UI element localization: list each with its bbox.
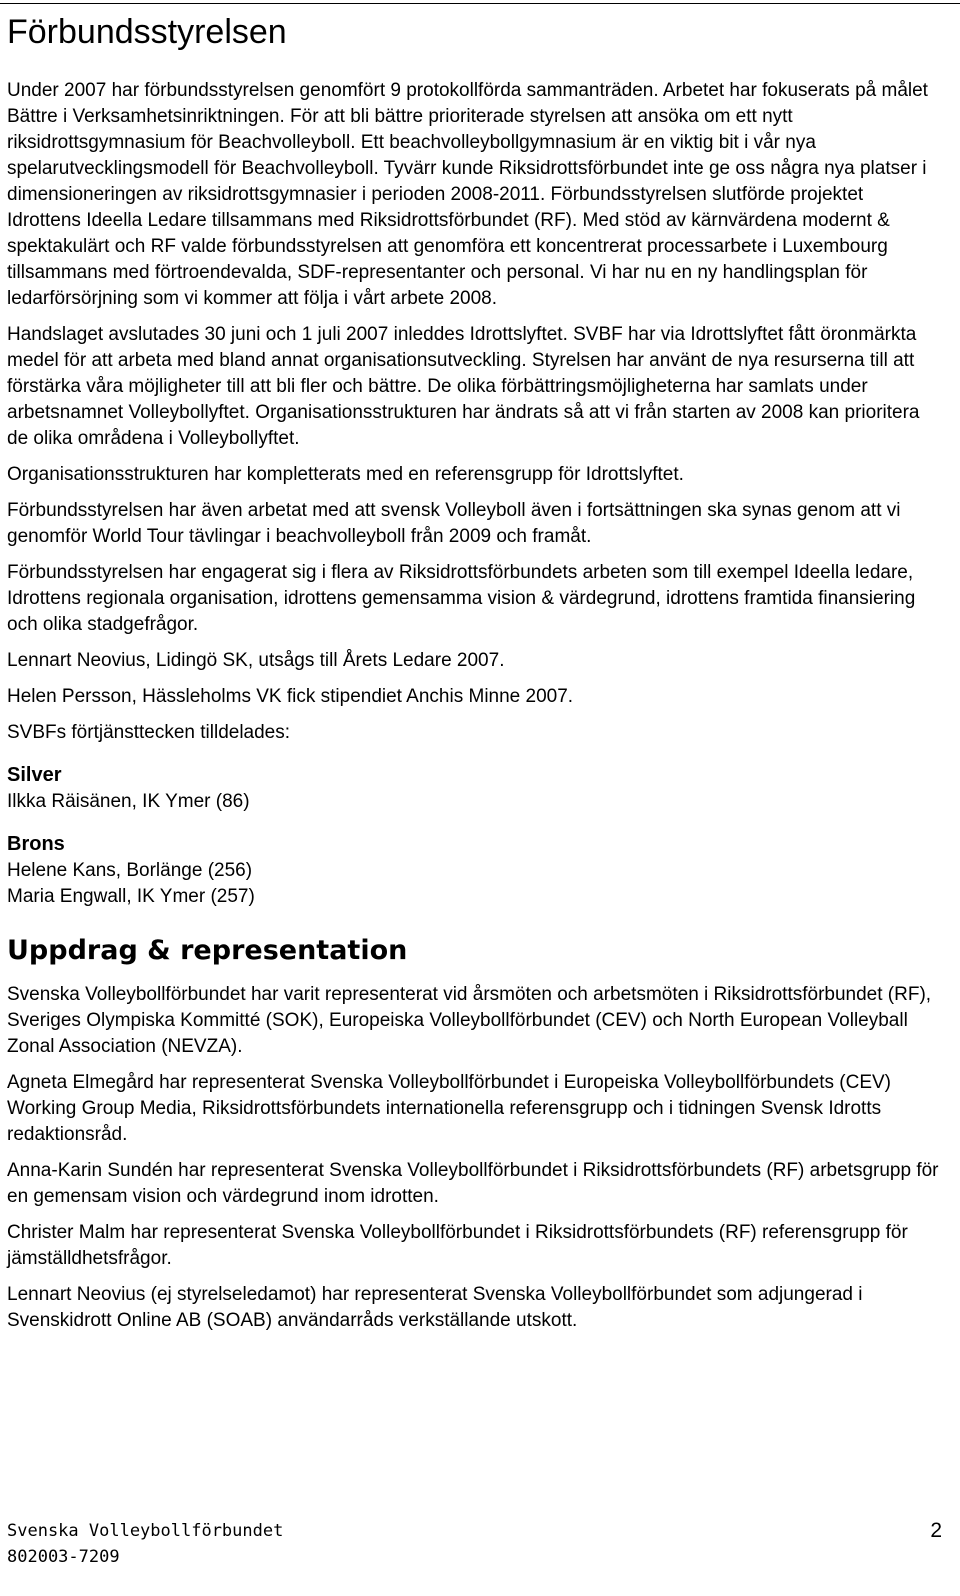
page-number: 2 <box>930 1519 942 1542</box>
page-title: Förbundsstyrelsen <box>7 13 287 51</box>
document-page <box>7 10 942 1334</box>
idrottslyftet-paragraph: Handslaget avslutades 30 juni och 1 juli 2007 inleddes Idrottslyftet. SVBF har via Idrottslyftet fått öronmärkta medel för att arbeta med bland annat organisationsutveckling. Styrelsen har använt de nya resurserna till att förstärka våra möjligheter till att bli fler och bättre. De olika förbättringsmöjligheterna har samlats under arbetsnamnet Volleybollyftet. Organisationsstrukturen har ändrats så att vi från starten av 2008 kan prioritera de olika områdena i Volleybollyftet. <box>7 324 920 449</box>
rf-engagement-paragraph: Förbundsstyrelsen har engagerat sig i flera av Riksidrottsförbundets arbeten som till exempel Ideella ledare, Idrottens regionala organisation, idrottens gemensamma vision & värdegrund, idrottens framtida finansiering och olika stadgefrågor. <box>7 562 916 635</box>
section-heading: Uppdrag & representation <box>7 935 408 966</box>
intro-paragraph: Under 2007 har förbundsstyrelsen genomfört 9 protokollförda sammanträden. Arbetet har fokuserats på målet Bättre i Verksamhetsinriktningen. För att bli bättre prioriterade styrelsen att ansöka om ett nytt riksidrottsgymnasium för Beachvolleyboll. Ett beachvolleybollgymnasium är en viktig bit i vår nya spelarutvecklingsmodell för Beachvolleyboll. Tyvärr kunde Riksidrottsförbundet inte ge oss några nya platser i dimensioneringen av riksidrottsgymnasier i perioden 2008-2011. Förbundsstyrelsen slutförde projektet Idrottens Ideella Ledare tillsammans med Riksidrottsförbundet (RF). Med stöd av kärnvärdena modernt & spektakulärt och RF valde förbundsstyrelsen att genomföra ett koncentrerat processarbete i Luxembourg tillsammans med förtroendevalda, SDF-representanter och personal. Vi har nu en ny handlingsplan för ledarförsörjning som vi kommer att följa i vårt arbete 2008. <box>7 80 928 309</box>
footer-org-number: 802003-7209 <box>7 1547 120 1567</box>
footer-org-name: Svenska Volleybollförbundet <box>7 1521 284 1541</box>
representation-paragraph: Lennart Neovius (ej styrelseledamot) har representerat Svenska Volleybollförbundet som adjungerad i Svenskidrott Online AB (SOAB) användarråds verkställande utskott. <box>7 1284 863 1331</box>
silver-recipient: Ilkka Räisänen, IK Ymer (86) <box>7 791 250 812</box>
representation-paragraph: Agneta Elmegård har representerat Svenska Volleybollförbundet i Europeiska Volleybollförbundets (CEV) Working Group Media, Riksidrottsförbundets internationella referensgrupp och i tidningen Svensk Idrotts redaktionsråd. <box>7 1072 892 1145</box>
representation-paragraph: Christer Malm har representerat Svenska Volleybollförbundet i Riksidrottsförbundets (RF) referensgrupp för jämställdhetsfrågor. <box>7 1222 908 1269</box>
page-footer <box>7 1518 942 1570</box>
representation-paragraph: Svenska Volleybollförbundet har varit representerat vid årsmöten och arbetsmöten i Riksidrottsförbundet (RF), Sveriges Olympiska Kommitté (SOK), Europeiska Volleybollförbundet (CEV) och North European Volleyball Zonal Association (NEVZA). <box>7 984 932 1057</box>
brons-label: Brons <box>7 833 65 855</box>
referensgrupp-paragraph: Organisationsstrukturen har kompletterats med en referensgrupp för Idrottslyftet. <box>7 464 684 485</box>
world-tour-paragraph: Förbundsstyrelsen har även arbetat med att svensk Volleyboll även i fortsättningen ska synas genom att vi genomför World Tour tävlingar i beachvolleyboll från 2009 och framåt. <box>7 500 901 547</box>
awards-intro: SVBFs förtjänsttecken tilldelades: <box>7 722 291 743</box>
arets-ledare-paragraph: Lennart Neovius, Lidingö SK, utsågs till Årets Ledare 2007. <box>7 650 505 671</box>
silver-label: Silver <box>7 764 62 786</box>
top-rule <box>0 3 960 4</box>
stipendium-paragraph: Helen Persson, Hässleholms VK fick stipendiet Anchis Minne 2007. <box>7 686 574 707</box>
brons-recipient: Helene Kans, Borlänge (256) <box>7 860 253 881</box>
brons-recipient: Maria Engwall, IK Ymer (257) <box>7 886 255 907</box>
representation-paragraph: Anna-Karin Sundén har representerat Svenska Volleybollförbundet i Riksidrottsförbundets (RF) arbetsgrupp för en gemensam vision och värdegrund inom idrotten. <box>7 1160 939 1207</box>
